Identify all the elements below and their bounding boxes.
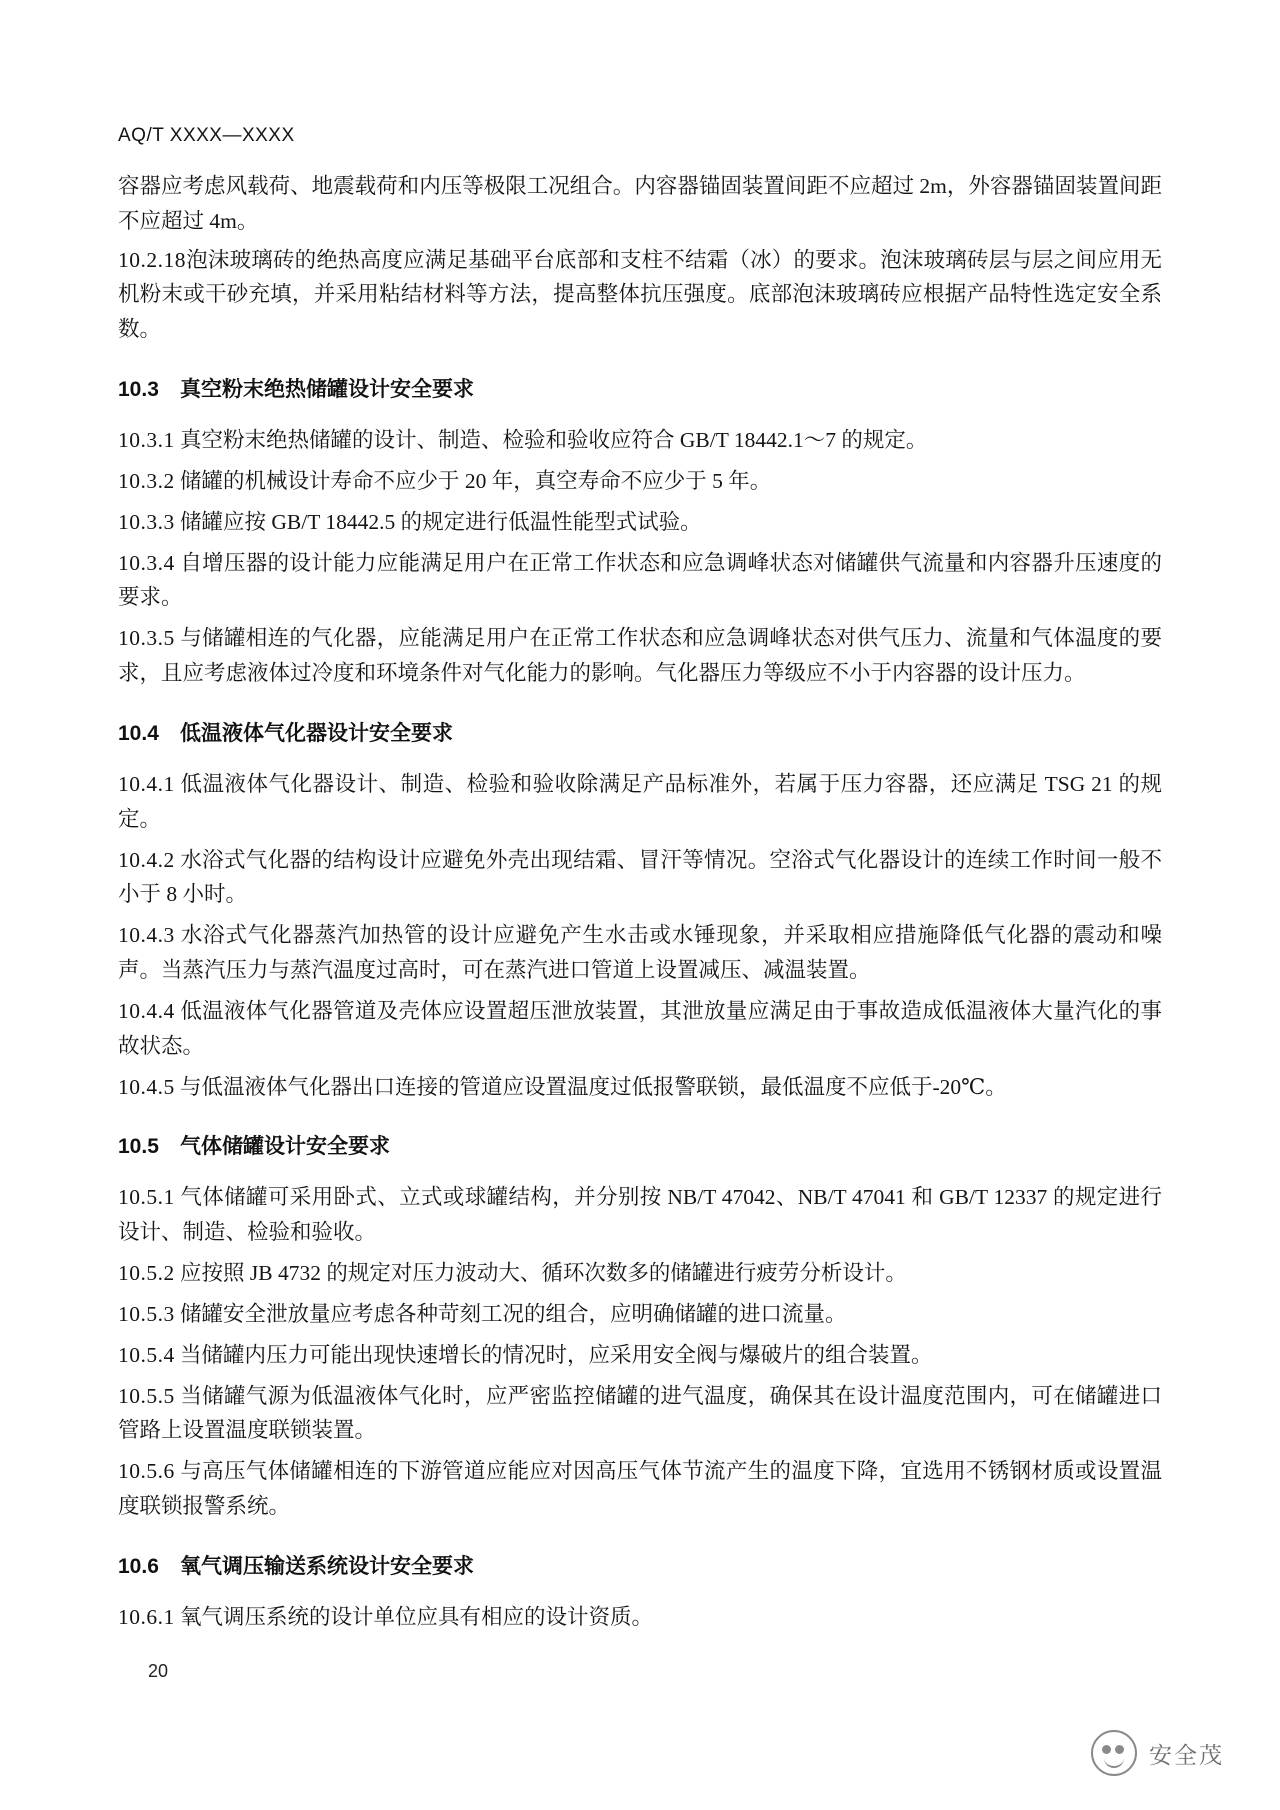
clause-10-5-4-number: 10.5.4 <box>118 1342 175 1367</box>
clause-10-5-5-text: 当储罐气源为低温液体气化时，应严密监控储罐的进气温度，确保其在设计温度范围内，可在储罐进口管路上设置温度联锁装置。 <box>118 1383 1162 1443</box>
clause-10-4-4-text: 低温液体气化器管道及壳体应设置超压泄放装置，其泄放量应满足由于事故造成低温液体大量汽化的事故状态。 <box>118 998 1162 1058</box>
clause-10-5-3-text: 储罐安全泄放量应考虑各种苛刻工况的组合，应明确储罐的进口流量。 <box>180 1301 847 1326</box>
clause-10-5-1 <box>118 1180 1162 1250</box>
clause-10-5-3-number: 10.5.3 <box>118 1301 175 1326</box>
clause-10-3-3 <box>118 505 1162 540</box>
clause-10-3-2-number: 10.3.2 <box>118 468 175 493</box>
clause-10-5-2 <box>118 1256 1162 1291</box>
section-10-5-number: 10.5 <box>118 1135 159 1159</box>
clause-10-3-3-text: 储罐应按 GB/T 18442.5 的规定进行低温性能型式试验。 <box>180 509 702 534</box>
clause-10-2-18-text: 泡沫玻璃砖的绝热高度应满足基础平台底部和支柱不结霜（冰）的要求。泡沫玻璃砖层与层之间应用无机粉末或干砂充填，并采用粘结材料等方法，提高整体抗压强度。底部泡沫玻璃砖应根据产品特性选定安全系数。 <box>118 247 1162 342</box>
clause-10-6-1-text: 氧气调压系统的设计单位应具有相应的设计资质。 <box>180 1604 654 1629</box>
clause-10-4-3-text: 水浴式气化器蒸汽加热管的设计应避免产生水击或水锤现象，并采取相应措施降低气化器的震动和噪声。当蒸汽压力与蒸汽温度过高时，可在蒸汽进口管道上设置减压、减温装置。 <box>118 923 1162 983</box>
clause-10-4-1-text: 低温液体气化器设计、制造、检验和验收除满足产品标准外，若属于压力容器，还应满足 TSG 21 的规定。 <box>118 771 1162 831</box>
clause-10-5-4-text: 当储罐内压力可能出现快速增长的情况时，应采用安全阀与爆破片的组合装置。 <box>180 1342 933 1367</box>
clause-10-5-2-number: 10.5.2 <box>118 1261 175 1286</box>
section-heading-10-6 <box>118 1550 1162 1580</box>
clause-10-5-2-text: 应按照 JB 4732 的规定对压力波动大、循环次数多的储罐进行疲劳分析设计。 <box>180 1261 907 1286</box>
clause-10-3-3-number: 10.3.3 <box>118 509 175 534</box>
page-number: 20 <box>148 1661 169 1681</box>
clause-10-4-5-text: 与低温液体气化器出口连接的管道应设置温度过低报警联锁，最低温度不应低于-20℃。 <box>180 1074 1007 1099</box>
clause-10-4-4-number: 10.4.4 <box>118 998 175 1023</box>
clause-10-5-5-number: 10.5.5 <box>118 1383 175 1408</box>
clause-10-5-6-number: 10.5.6 <box>118 1459 175 1484</box>
clause-10-5-3 <box>118 1297 1162 1332</box>
clause-10-4-3-number: 10.4.3 <box>118 923 175 948</box>
clause-10-3-1-text: 真空粉末绝热储罐的设计、制造、检验和验收应符合 GB/T 18442.1～7 的规定。 <box>180 428 928 453</box>
clause-10-3-2 <box>118 464 1162 499</box>
clause-10-3-5-text: 与储罐相连的气化器，应能满足用户在正常工作状态和应急调峰状态对供气压力、流量和气体温度的要求，且应考虑液体过冷度和环境条件对气化能力的影响。气化器压力等级应不小于内容器的设计压力。 <box>118 626 1162 686</box>
clause-10-3-2-text: 储罐的机械设计寿命不应少于 20 年，真空寿命不应少于 5 年。 <box>180 468 772 493</box>
clause-10-2-18 <box>118 243 1162 347</box>
clause-10-3-4-text: 自增压器的设计能力应能满足用户在正常工作状态和应急调峰状态对储罐供气流量和内容器升压速度的要求。 <box>118 550 1162 610</box>
clause-10-3-1 <box>118 423 1162 458</box>
section-10-3-number: 10.3 <box>118 378 159 402</box>
document-body <box>118 169 1162 1635</box>
watermark-label: 安全茂 <box>1149 1741 1224 1768</box>
section-heading-10-5 <box>118 1130 1162 1160</box>
wechat-icon <box>1091 1730 1137 1776</box>
clause-10-4-5 <box>118 1070 1162 1105</box>
section-heading-10-4 <box>118 717 1162 747</box>
clause-10-4-2-number: 10.4.2 <box>118 847 175 872</box>
clause-10-3-4-number: 10.3.4 <box>118 550 175 575</box>
clause-10-4-4 <box>118 994 1162 1064</box>
clause-10-3-1-number: 10.3.1 <box>118 428 175 453</box>
clause-10-5-1-text: 气体储罐可采用卧式、立式或球罐结构，并分别按 NB/T 47042、NB/T 47041 和 GB/T 12337 的规定进行设计、制造、检验和验收。 <box>118 1185 1162 1245</box>
section-heading-10-3 <box>118 373 1162 403</box>
clause-10-4-1 <box>118 767 1162 837</box>
clause-10-3-5 <box>118 621 1162 691</box>
clause-10-5-1-number: 10.5.1 <box>118 1185 175 1210</box>
clause-10-5-6 <box>118 1454 1162 1524</box>
section-10-4-title: 低温液体气化器设计安全要求 <box>180 721 453 745</box>
clause-10-4-1-number: 10.4.1 <box>118 771 175 796</box>
section-10-3-title: 真空粉末绝热储罐设计安全要求 <box>180 378 474 402</box>
clause-10-2-18-number: 10.2.18 <box>118 247 186 272</box>
section-10-4-number: 10.4 <box>118 721 159 745</box>
section-10-5-title: 气体储罐设计安全要求 <box>180 1135 390 1159</box>
clause-10-5-4 <box>118 1338 1162 1373</box>
clause-10-3-5-number: 10.3.5 <box>118 626 175 651</box>
clause-10-5-6-text: 与高压气体储罐相连的下游管道应能应对因高压气体节流产生的温度下降，宜选用不锈钢材质或设置温度联锁报警系统。 <box>118 1459 1162 1519</box>
clause-10-3-4 <box>118 546 1162 616</box>
clause-10-4-2 <box>118 843 1162 913</box>
document-header-code: AQ/T XXXX—XXXX <box>118 125 295 146</box>
clause-10-6-1-number: 10.6.1 <box>118 1604 175 1629</box>
clause-10-5-5 <box>118 1379 1162 1449</box>
section-10-6-title: 氧气调压输送系统设计安全要求 <box>180 1554 474 1578</box>
clause-10-4-2-text: 水浴式气化器的结构设计应避免外壳出现结霜、冒汗等情况。空浴式气化器设计的连续工作时间一般不小于 8 小时。 <box>118 847 1162 907</box>
watermark <box>1091 1730 1224 1776</box>
clause-10-4-3 <box>118 918 1162 988</box>
section-10-6-number: 10.6 <box>118 1554 159 1578</box>
clause-10-4-5-number: 10.4.5 <box>118 1074 175 1099</box>
intro-paragraph: 容器应考虑风载荷、地震载荷和内压等极限工况组合。内容器锚固装置间距不应超过 2m，外容器锚固装置间距不应超过 4m。 <box>118 174 1162 233</box>
clause-10-6-1 <box>118 1600 1162 1635</box>
